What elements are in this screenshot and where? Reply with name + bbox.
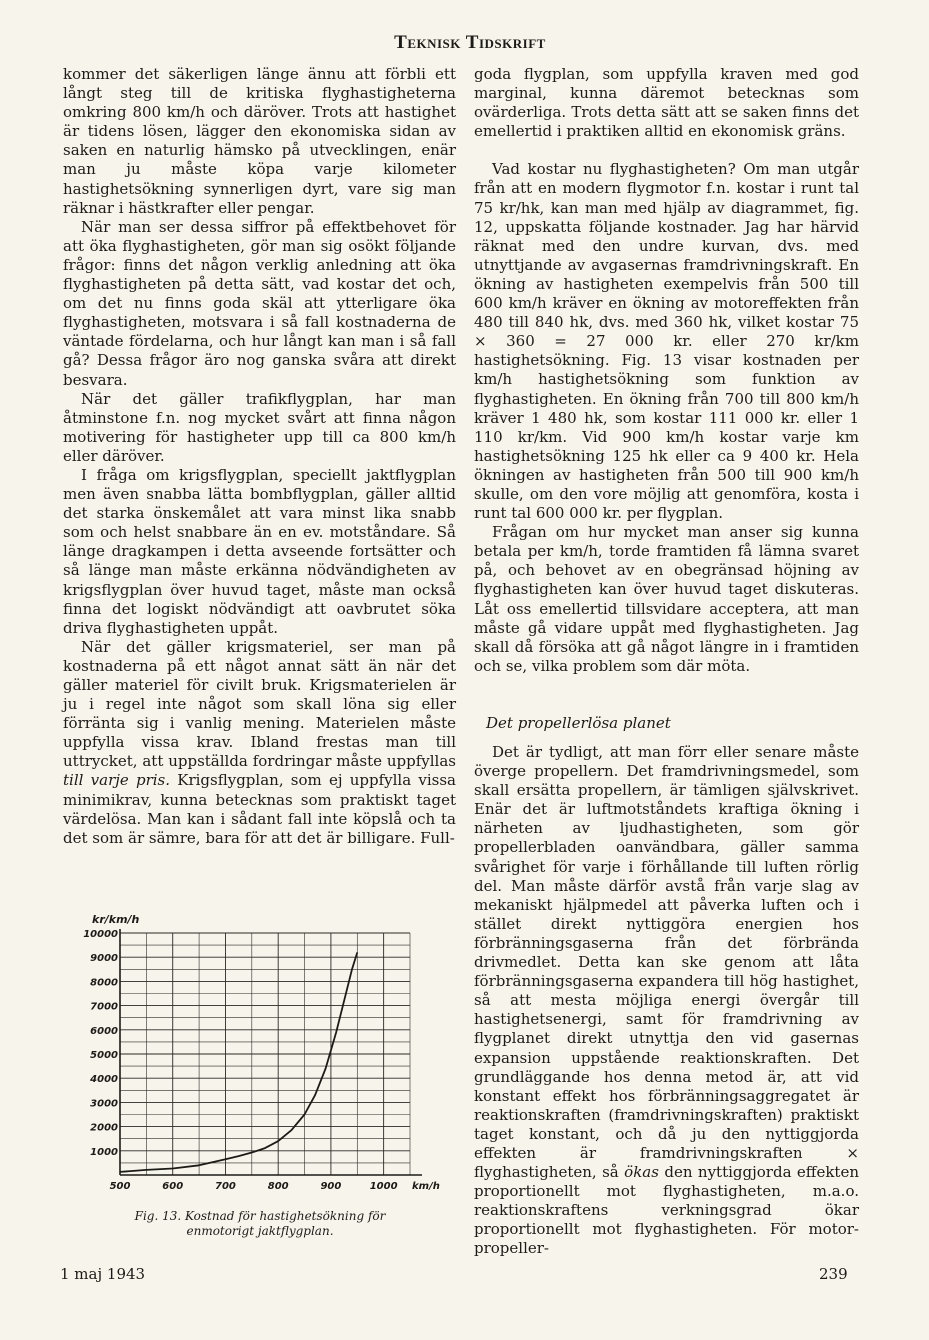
emphasis: ökas <box>624 1163 659 1182</box>
y-tick-label: 9000 <box>90 953 118 965</box>
paragraph: Vad kostar nu flyghastigheten? Om man utgår från att en modern flygmotor f.n. kostar i runt tal 75 kr/hk, kan man med hjälp av diagrammet, fig. 12, uppskatta följande kostnader. Jag har härvid räknat med den undre kurvan, dvs. med utnyttjande av avgasernas framdrivningskraft. En ökning av hastigheten exempelvis från 500 till 600 km/h kräver en ökning av motoreffekten från 480 till 840 hk, dvs. med 360 hk, vilket kostar 75 × 360 = 27 000 kr. eller 270 kr/km hastighetsökning. Fig. 13 visar kostnaden per km/h hastighetsökning som funktion av flyghastigheten. En ökning från 700 till 800 km/h kräver 1 480 hk, som kostar 111 000 kr. eller 1 110 kr/km. Vid 900 km/h kostar varje km hastighetsökning 125 hk eller ca 9 400 kr. Hela ökningen av hastigheten från 500 till 900 km/h skulle, om den vore möjlig att genomföra, kosta i runt tal 600 000 kr. per flygplan. <box>474 160 859 523</box>
figure-caption: Fig. 13. Kostnad för hastighetsökning för enmotorigt jaktflygplan. <box>134 1209 386 1238</box>
issue-date: 1 maj 1943 <box>60 1265 146 1283</box>
page-number: 239 <box>819 1265 848 1283</box>
paragraph: När det gäller trafikflygplan, har man åtminstone f.n. nog mycket svårt att finna någon motivering för hastigheter upp till ca 800 km/h eller däröver. <box>63 389 456 465</box>
right-column <box>474 65 859 1259</box>
y-tick-label: 5000 <box>90 1050 118 1061</box>
y-tick-label: 7000 <box>90 1001 118 1013</box>
x-tick-label: 700 <box>215 1181 236 1192</box>
x-axis-label: km/h <box>412 1181 440 1192</box>
cost-chart <box>80 905 440 1200</box>
paragraph <box>63 638 456 848</box>
journal-title: Teknisk Tidskrift <box>394 32 546 53</box>
y-tick-label: 6000 <box>90 1025 118 1037</box>
x-tick-label: 500 <box>109 1181 131 1192</box>
text-run: När det gäller krigsmateriel, ser man på kostnaderna på ett något annat sätt än när det gäller materiel för civilt bruk. Krigsmaterielen är ju i regel inte något som skall löna sig eller förränta sig i vanlig mening. Materielen måste uppfylla vissa krav. Ibland frestas man till uttrycket, att uppställda fordringar måste uppfyllas <box>63 637 456 771</box>
y-tick-label: 8000 <box>90 977 118 989</box>
x-tick-label: 900 <box>320 1181 342 1192</box>
text-run: den nyttiggjorda effekten proportionellt mot flyghastigheten, m.a.o. reaktionskraftens verkningsgrad ökar proportionellt mot flyghastigheten. För motor-propeller- <box>474 1163 859 1258</box>
y-axis-label: kr/km/h <box>92 913 140 926</box>
x-tick-label: 800 <box>267 1181 289 1192</box>
y-tick-label: 3000 <box>90 1098 118 1110</box>
text-run: Krigsflygplan, som ej uppfylla vissa minimikrav, kunna betecknas som praktiskt taget värdelösa. Man kan i sådant fall inte köpslå och ta det som är sämre, bara för att det är billigare. Full- <box>63 771 457 847</box>
y-tick-label: 2000 <box>90 1122 118 1134</box>
section-heading: Det propellerlösa planet <box>486 713 671 732</box>
paragraph: Frågan om hur mycket man anser sig kunna betala per km/h, torde framtiden få lämna svaret på, och behovet av en obegränsad höjning av flyghastigheten kan över huvud taget diskuteras. Låt oss emellertid tillsvidare acceptera, att man måste gå vidare uppåt med flyghastigheten. Jag skall då försöka att gå något längre in i framtiden och se, vilka problem som där möta. <box>474 523 859 675</box>
left-column <box>63 65 456 848</box>
text-run: Det är tydligt, att man förr eller senare måste överge propellern. Det framdrivningsmedel, som skall ersätta propellern, är tämligen självskrivet. Enär det är luftmotståndets kraftiga ökning i närheten av ljudhastigheten, som gör propellerbladen oanvändbara, gäller samma svårighet för varje i förhållande till luften rörlig del. Man måste därför avstå från varje slag av mekaniskt hjälpmedel att påverka luften och i stället direkt nyttiggöra energien hos förbränningsgaserna från det förbrända drivmedlet. Detta kan ske genom att låta förbränningsgaserna expandera till hög hastighet, så att mesta möjliga energi övergår till hastighetsenergi, samt för framdrivning av flygplanet direkt utnyttja den vid gasernas expansion uppstående reaktionskraften. Det grundläggande hos denna metod är, att vid konstant effekt hos förbränningsaggregatet är reaktionskraften (framdrivningskraften) praktiskt taget konstant, och då ju den nyttiggjorda effekten är framdrivningskraften × flyghastigheten, så <box>474 743 859 1182</box>
y-tick-label: 1000 <box>90 1146 118 1158</box>
x-tick-label: 1000 <box>369 1181 398 1192</box>
y-tick-label: 10000 <box>83 929 118 940</box>
x-tick-label: 600 <box>162 1181 184 1192</box>
paragraph: När man ser dessa siffror på effektbehovet för att öka flyghastigheten, gör man sig osökt följande frågor: finns det någon verklig anledning att öka flyghastigheten på detta sätt, vad kostar det och, om det nu finns goda skäl att ytterligare öka flyghastigheten, motsvara i så fall kostnaderna de väntade fördelarna, och hur långt kan man i så fall gå? Dessa frågor äro nog ganska svåra att direkt besvara. <box>63 217 456 389</box>
y-tick-label: 4000 <box>90 1074 118 1086</box>
paragraph: I fråga om krigsflygplan, speciellt jaktflygplan men även snabba lätta bombflygplan, gäller alltid det starka önskemålet att vara minst lika snabb som och helst snabbare än en ev. motståndare. Så länge dragkampen i detta avseende fortsätter och så länge man måste erkänna nödvändigheten av krigsflygplan över huvud taget, måste man också finna det logiskt nödvändigt att oavbrutet söka driva flyghastigheten uppåt. <box>63 465 456 637</box>
paragraph <box>474 743 859 1259</box>
emphasis: till varje pris. <box>63 771 171 790</box>
paragraph: goda flygplan, som uppfylla kraven med god marginal, kunna däremot betecknas som ovärderliga. Trots detta sätt att se saken finns det emellertid i praktiken alltid en ekonomisk gräns. <box>474 65 859 141</box>
paragraph: kommer det säkerligen länge ännu att förbli ett långt steg till de kritiska flyghastigheterna omkring 800 km/h och däröver. Trots att hastighet är tidens lösen, lägger den ekonomiska sidan av saken en naturlig hämsko på utvecklingen, enär man ju måste köpa varje kilometer hastighetsökning synnerligen dyrt, vare sig man räknar i hästkrafter eller pengar. <box>63 65 456 217</box>
